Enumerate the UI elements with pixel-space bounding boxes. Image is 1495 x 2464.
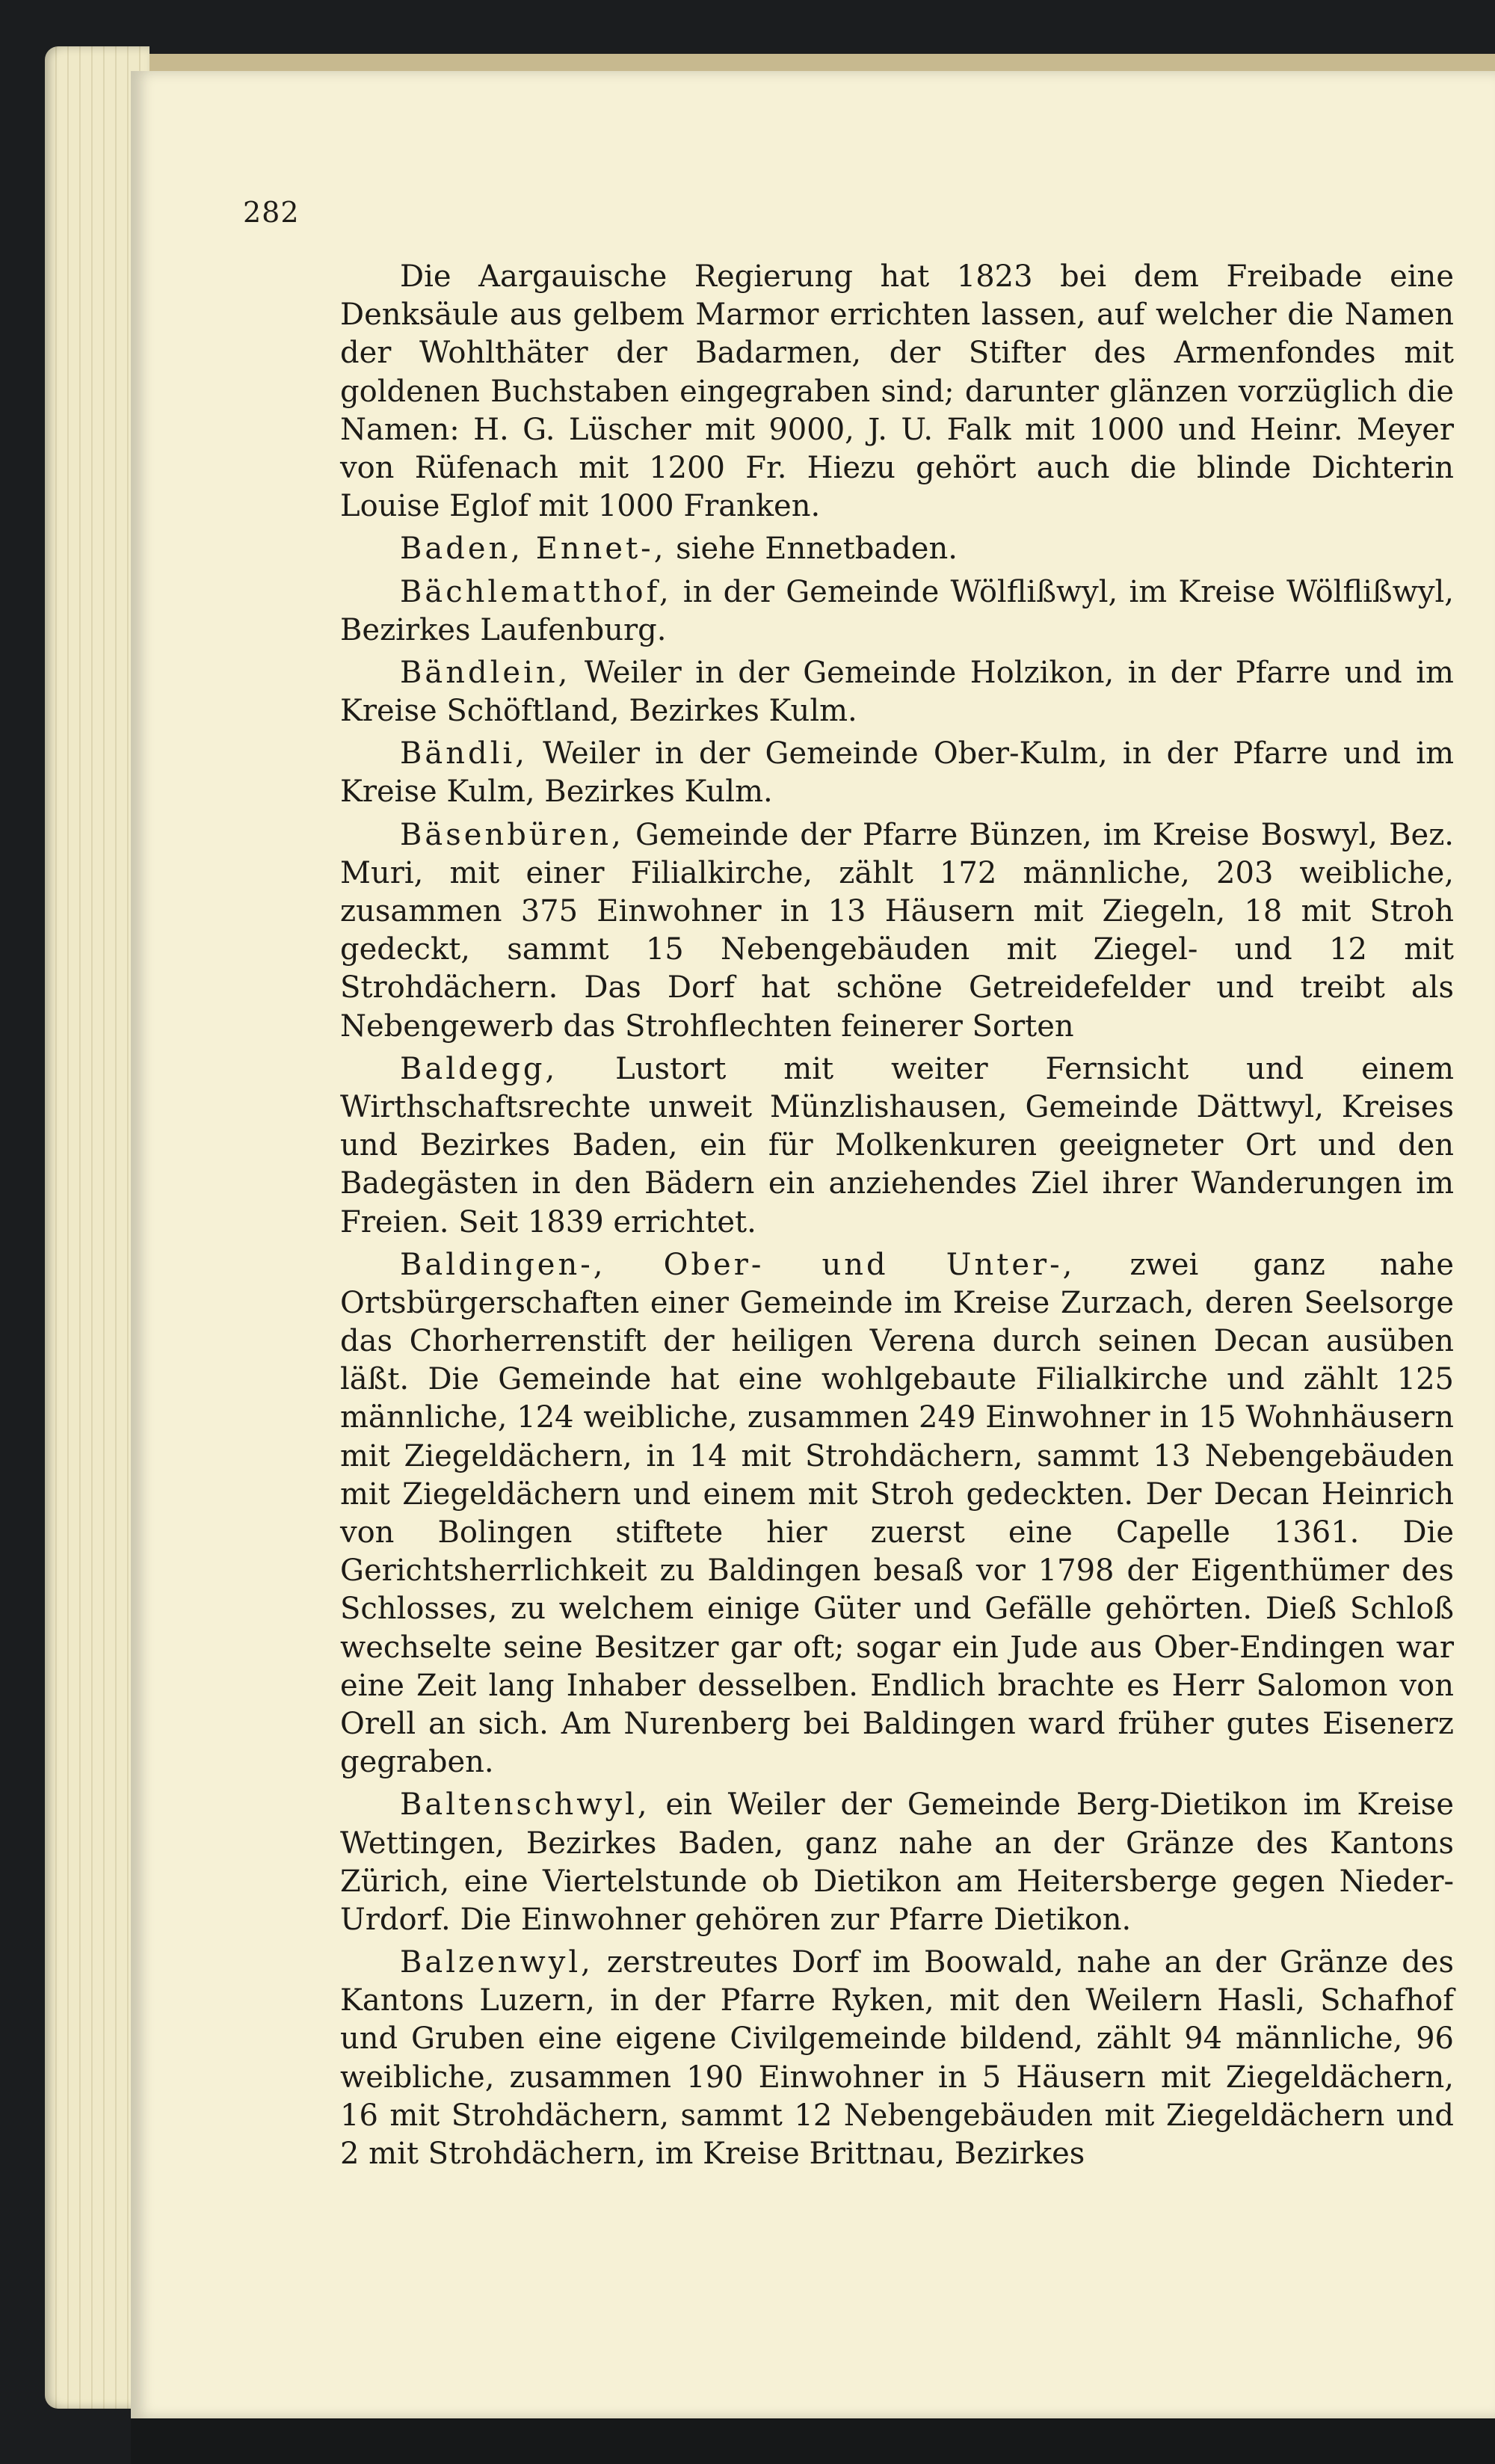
entry-body: zwei ganz nahe Ortsbürgerschaften einer Gemeinde im Kreise Zurzach, deren Seelsorge das Chorherrenstift der heiligen Verena durch seinen Decan ausüben läßt. Die Gemeinde hat eine wohlgebaute Filialkirche und zählt 125 männliche, 124 weibliche, zusammen 249 Einwohner in 15 Wohnhäusern mit Ziegeldächern, in 14 mit Strohdächern, sammt 13 Nebengebäuden mit Ziegeldächern und einem mit Stroh gedeckten. Der Decan Heinrich von Bolingen stiftete hier zuerst eine Capelle 1361. Die Gerichtsherrlichkeit zu Baldingen besaß vor 1798 der Eigenthümer des Schlosses, zu welchem einige Güter und Gefälle gehörten. Dieß Schloß wechselte seine Besitzer gar oft; sogar ein Jude aus Ober-Endingen war eine Zeit lang Inhaber desselben. Endlich brachte es Herr Salomon von Orell an sich. Am Nurenberg bei Baldingen ward früher gutes Eisenerz gegraben. [340, 1247, 1454, 1780]
entry-body: Gemeinde der Pfarre Bünzen, im Kreise Boswyl, Bez. Muri, mit einer Filialkirche, zählt 172 männliche, 203 weibliche, zusammen 375 Einwohner in 13 Häusern mit Ziegeln, 18 mit Stroh gedeckt, sammt 15 Nebengebäuden mit Ziegel- und 12 mit Strohdächern. Das Dorf hat schöne Getreidefelder und treibt als Nebengewerb das Strohflechten feinerer Sorten [340, 817, 1454, 1044]
entry-body: siehe Ennetbaden. [666, 532, 958, 567]
entry-headword: Bäsenbüren, [400, 817, 624, 852]
entry-headword: Baltenschwyl, [400, 1787, 650, 1823]
entry-baesenbueren [340, 816, 1454, 1046]
entry-headword: Baldegg, [400, 1051, 558, 1086]
entry-baendlein [340, 654, 1454, 730]
entry-baden-ennet [340, 530, 1454, 568]
paragraph-body: Die Aargauische Regierung hat 1823 bei dem Freibade eine Denksäule aus gelbem Marmor errichten lassen, auf welcher die Namen der Wohlthäter der Badarmen, der Stifter des Armenfondes mit goldenen Buchstaben eingegraben sind; darunter glänzen vorzüglich die Namen: H. G. Lüscher mit 9000, J. U. Falk mit 1000 und Heinr. Meyer von Rüfenach mit 1200 Fr. Hiezu gehört auch die blinde Dichterin Louise Eglof mit 1000 Franken. [340, 259, 1454, 524]
entry-balzenwyl [340, 1944, 1454, 2173]
page-text [340, 258, 1454, 2178]
entry-baltenschwyl [340, 1786, 1454, 1939]
entry-baendli [340, 735, 1454, 811]
entry-body: Weiler in der Gemeinde Ober-Kulm, in der Pfarre und im Kreise Kulm, Bezirkes Kulm. [340, 736, 1454, 810]
entry-baldingen [340, 1246, 1454, 1782]
entry-body: Lustort mit weiter Fernsicht und einem Wirthschaftsrechte unweit Münzlishausen, Gemeinde Dättwyl, Kreises und Bezirkes Baden, ein für Molkenkuren geeigneter Ort und den Badegästen in den Bädern ein anziehendes Ziel ihrer Wanderungen im Freien. Seit 1839 errichtet. [340, 1051, 1454, 1239]
entry-headword: Baldingen-, Ober- und Unter-, [400, 1247, 1076, 1282]
entry-baldegg [340, 1050, 1454, 1242]
paragraph-intro [340, 258, 1454, 526]
entry-baechlematthof [340, 573, 1454, 650]
scan-background [131, 2418, 1495, 2464]
entry-body: zerstreutes Dorf im Boowald, nahe an der Gränze des Kantons Luzern, in der Pfarre Ryken, mit den Weilern Hasli, Schafhof und Gruben eine eigene Civilgemeinde bildend, zählt 94 männliche, 96 weibliche, zusammen 190 Einwohner in 5 Häusern mit Ziegeldächern, 16 mit Strohdächern, sammt 12 Nebengebäuden mit Ziegeldächern und 2 mit Strohdächern, im Kreise Brittnau, Bezirkes [340, 1945, 1454, 2171]
entry-body: in der Gemeinde Wölflißwyl, im Kreise Wölflißwyl, Bezirkes Laufenburg. [340, 574, 1454, 647]
entry-body: ein Weiler der Gemeinde Berg-Dietikon im Kreise Wettingen, Bezirkes Baden, ganz nahe an der Gränze des Kantons Zürich, eine Viertelstunde ob Dietikon am Heitersberge gegen Nieder-Urdorf. Die Einwohner gehören zur Pfarre Dietikon. [340, 1787, 1454, 1937]
entry-headword: Bändlein, [400, 655, 571, 690]
entry-headword: Balzenwyl, [400, 1945, 594, 1980]
page-number: 282 [243, 196, 300, 229]
entry-body: Weiler in der Gemeinde Holzikon, in der Pfarre und im Kreise Schöftland, Bezirkes Kulm. [340, 655, 1454, 729]
entry-headword: Bächlematthof, [400, 574, 672, 609]
entry-headword: Bändli, [400, 736, 528, 771]
entry-headword: Baden, Ennet-, [400, 532, 667, 567]
